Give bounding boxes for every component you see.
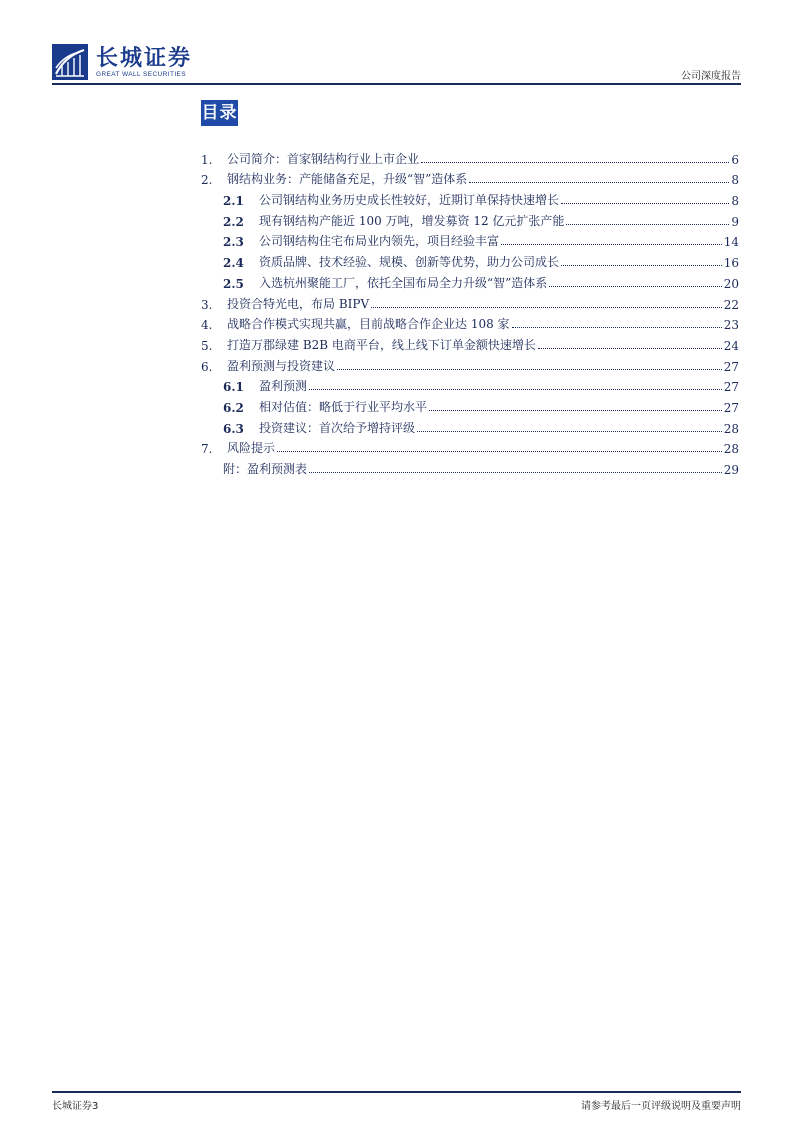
- toc-entry-6[interactable]: [201, 353, 739, 374]
- toc-entry-number: 2.4: [223, 256, 244, 271]
- dot-leader: [309, 389, 722, 390]
- toc-entry-page: 29: [723, 463, 739, 477]
- toc-entry-page: 27: [723, 380, 739, 395]
- toc-entry-2-4[interactable]: [201, 249, 739, 270]
- toc-entry-number: 2.1: [223, 194, 244, 209]
- toc-entry-2-3[interactable]: [201, 229, 739, 250]
- dot-leader: [501, 244, 722, 245]
- dot-leader: [277, 451, 722, 452]
- toc-entry-page: 9: [731, 214, 739, 229]
- dot-leader: [561, 203, 729, 204]
- toc-entry-page: 20: [723, 276, 739, 291]
- toc-entry-number: 1.: [201, 152, 213, 167]
- dot-leader: [549, 286, 721, 287]
- toc-entry-2-2[interactable]: [201, 208, 739, 229]
- toc-entry-page: 6: [731, 152, 739, 167]
- table-of-contents: [201, 146, 739, 477]
- toc-entry-title: 公司钢结构业务历史成长性较好，近期订单保持快速增长: [259, 193, 560, 208]
- toc-entry-number: 3.: [201, 297, 213, 312]
- toc-entry-title: 公司钢结构住宅布局业内领先，项目经验丰富: [259, 234, 500, 249]
- toc-entry-number: 2.3: [223, 235, 244, 250]
- toc-entry-number: 6.2: [223, 400, 244, 415]
- toc-entry-title: 公司简介：首家钢结构行业上市企业: [227, 151, 420, 166]
- toc-entry-number: 2.5: [223, 276, 244, 291]
- dot-leader: [469, 182, 729, 183]
- toc-entry-page: 8: [731, 173, 739, 188]
- toc-entry-title: 战略合作模式实现共赢，目前战略合作企业达 108 家: [227, 317, 510, 332]
- toc-entry-title: 打造万郡绿建 B2B 电商平台，线上线下订单金额快速增长: [227, 337, 536, 352]
- dot-leader: [337, 369, 722, 370]
- dot-leader: [538, 348, 722, 349]
- brand-logo: [52, 44, 192, 80]
- dot-leader: [561, 265, 722, 266]
- logo-chinese-name: 长城证券: [96, 45, 193, 71]
- toc-entry-2-5[interactable]: [201, 270, 739, 291]
- toc-entry-2[interactable]: [201, 167, 739, 188]
- dot-leader: [309, 472, 722, 473]
- toc-entry-page: 27: [723, 359, 739, 374]
- toc-title: 目录: [201, 100, 238, 126]
- toc-entry-page: 23: [723, 318, 739, 333]
- toc-entry-4[interactable]: [201, 312, 739, 333]
- toc-entry-title: 盈利预测与投资建议: [227, 358, 336, 373]
- toc-entry-7[interactable]: [201, 436, 739, 457]
- footer-divider: [52, 1091, 741, 1093]
- dot-leader: [417, 431, 722, 432]
- toc-entry-number: 6.3: [223, 421, 244, 436]
- toc-entry-title: 钢结构业务：产能储备充足，升级“智”造体系: [227, 172, 468, 187]
- toc-entry-title: 投资合特光电，布局 BIPV: [227, 296, 370, 311]
- toc-entry-title: 入选杭州聚能工厂，依托全国布局全力升级“智”造体系: [259, 275, 548, 290]
- toc-entry-page: 27: [723, 400, 739, 415]
- logo-english-name: GREAT WALL SECURITIES: [96, 70, 187, 78]
- toc-entry-number: 2.: [201, 173, 213, 188]
- toc-entry-6-3[interactable]: [201, 415, 739, 436]
- toc-entry-page: 22: [723, 297, 739, 312]
- toc-entry-page: 16: [723, 256, 739, 271]
- toc-entry-title: 风险提示: [227, 441, 276, 456]
- toc-entry-page: 24: [723, 338, 739, 353]
- toc-entry-3[interactable]: [201, 291, 739, 312]
- dot-leader: [566, 224, 729, 225]
- toc-entry-number: 7.: [201, 442, 213, 457]
- dot-leader: [371, 307, 722, 308]
- dot-leader: [512, 327, 722, 328]
- toc-entry-title: 资质品牌、技术经验、规模、创新等优势，助力公司成长: [259, 255, 560, 270]
- toc-entry-title: 盈利预测: [259, 379, 308, 394]
- toc-entry-number: 2.2: [223, 214, 244, 229]
- great-wall-logo-icon: [52, 44, 88, 80]
- toc-entry-number: 6.: [201, 359, 213, 374]
- footer-brand-page: 长城证券3: [52, 1101, 99, 1112]
- toc-entry-title: 相对估值：略低于行业平均水平: [259, 399, 428, 414]
- header-divider: [52, 83, 741, 85]
- toc-entry-title: 投资建议：首次给予增持评级: [259, 420, 416, 435]
- toc-entry-title: 附：盈利预测表: [223, 462, 308, 476]
- toc-entry-number: 6.1: [223, 380, 244, 395]
- document-type-label: 公司深度报告: [681, 71, 741, 82]
- dot-leader: [429, 410, 722, 411]
- toc-entry-page: 28: [723, 421, 739, 436]
- toc-entry-page: 8: [731, 194, 739, 209]
- toc-entry-number: 4.: [201, 318, 213, 333]
- toc-entry-title: 现有钢结构产能近 100 万吨，增发募资 12 亿元扩张产能: [259, 213, 565, 228]
- toc-entry-appendix[interactable]: [201, 456, 739, 477]
- footer-disclaimer: 请参考最后一页评级说明及重要声明: [581, 1101, 741, 1112]
- toc-entry-2-1[interactable]: [201, 187, 739, 208]
- toc-entry-1[interactable]: [201, 146, 739, 167]
- dot-leader: [421, 162, 729, 163]
- toc-entry-page: 28: [723, 442, 739, 457]
- toc-entry-page: 14: [723, 235, 739, 250]
- toc-entry-5[interactable]: [201, 332, 739, 353]
- toc-entry-6-2[interactable]: [201, 394, 739, 415]
- toc-entry-number: 5.: [201, 338, 213, 353]
- toc-entry-6-1[interactable]: [201, 374, 739, 395]
